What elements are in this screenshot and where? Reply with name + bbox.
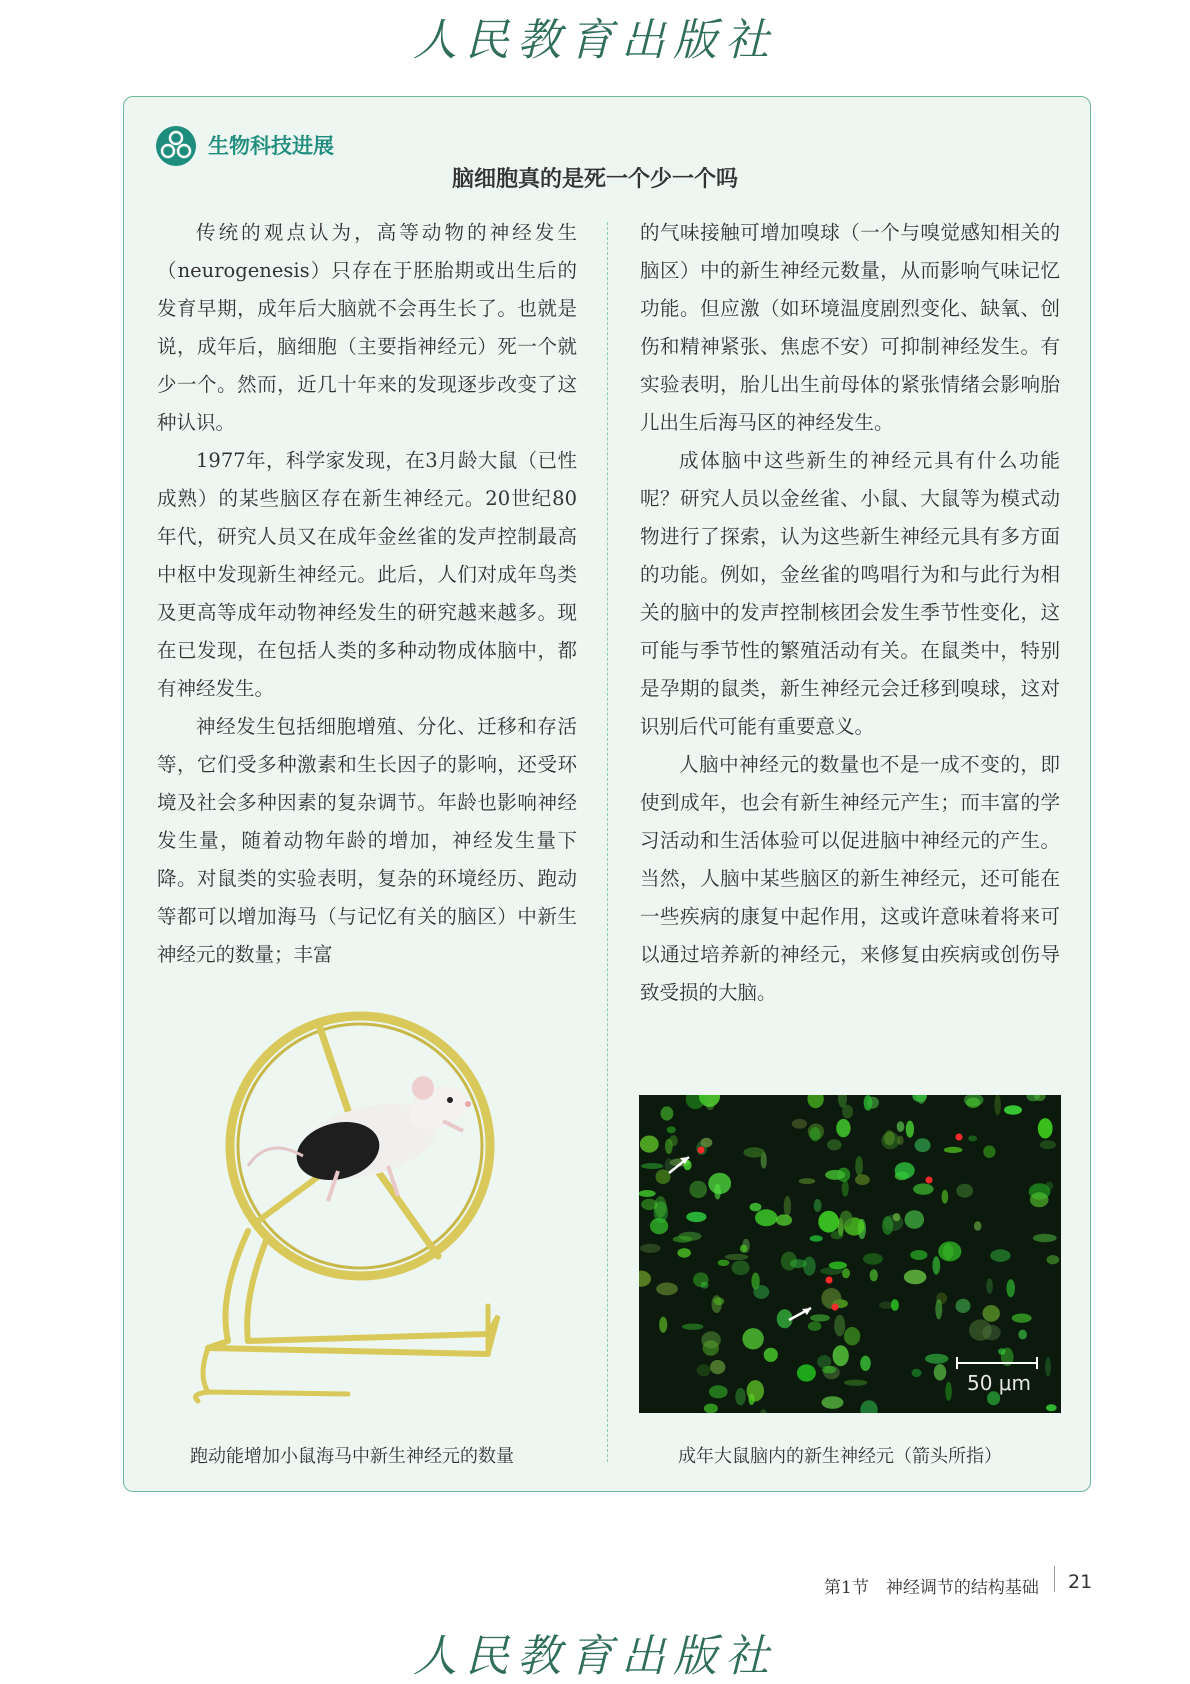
paragraph: 成体脑中这些新生的神经元具有什么功能呢？研究人员以金丝雀、小鼠、大鼠等为模式动物进行了探索，认为这些新生神经元具有多方面的功能。例如，金丝雀的鸣唱行为和与此行为相关的脑中的发声控制核团会发生季节性变化，这可能与季节性的繁殖活动有关。在鼠类中，特别是孕期的鼠类，新生神经元会迁移到嗅球，这对识别后代可能有重要意义。 xyxy=(640,449,1060,738)
figure-caption-right: 成年大鼠脑内的新生神经元（箭头所指） xyxy=(678,1446,1002,1467)
left-column xyxy=(157,214,577,974)
neuron-micrograph xyxy=(639,1095,1061,1413)
scale-bar-label: 50 μm xyxy=(966,1371,1031,1395)
cells-icon xyxy=(156,126,196,166)
section-label: 生物科技进展 xyxy=(208,134,334,158)
paragraph: 神经发生包括细胞增殖、分化、迁移和存活等，它们受多种激素和生长因子的影响，还受环境及社会多种因素的复杂调节。年龄也影响神经发生量，随着动物年龄的增加，神经发生量下降。对鼠类的实验表明，复杂的环境经历、跑动等都可以增加海马（与记忆有关的脑区）中新生神经元的数量；丰富 xyxy=(157,715,577,966)
paragraph: 人脑中神经元的数量也不是一成不变的，即使到成年，也会有新生神经元产生；而丰富的学习活动和生活体验可以促进脑中神经元的产生。当然，人脑中某些脑区的新生神经元，还可能在一些疾病的康复中起作用，这或许意味着将来可以通过培养新的神经元，来修复由疾病或创伤导致受损的大脑。 xyxy=(640,753,1060,1004)
right-column xyxy=(640,214,1060,1012)
footer-divider xyxy=(1054,1566,1055,1592)
article-title: 脑细胞真的是死一个少一个吗 xyxy=(451,167,738,192)
paragraph: 传统的观点认为，高等动物的神经发生（neurogenesis）只存在于胚胎期或出生后的发育早期，成年后大脑就不会再生长了。也就是说，成年后，脑细胞（主要指神经元）死一个就少一个。然而，近几十年来的发现逐步改变了这种认识。 xyxy=(157,221,577,434)
publisher-logo-bottom: 人民教育出版社 xyxy=(413,1631,777,1682)
paragraph: 的气味接触可增加嗅球（一个与嗅觉感知相关的脑区）中的新生神经元数量，从而影响气味记忆功能。但应激（如环境温度剧烈变化、缺氧、创伤和精神紧张、焦虑不安）可抑制神经发生。有实验表明，胎儿出生前母体的紧张情绪会影响胎儿出生后海马区的神经发生。 xyxy=(640,221,1060,434)
footer-section-title: 第1节 神经调节的结构基础 xyxy=(824,1578,1039,1598)
publisher-logo-top: 人民教育出版社 xyxy=(413,15,777,66)
column-divider xyxy=(607,222,608,1462)
page-number: 21 xyxy=(1068,1571,1093,1593)
figure-caption-left: 跑动能增加小鼠海马中新生神经元的数量 xyxy=(190,1446,514,1467)
paragraph: 1977年，科学家发现，在3月龄大鼠（已性成熟）的某些脑区存在新生神经元。20世纪80年代，研究人员又在成年金丝雀的发声控制最高中枢中发现新生神经元。此后，人们对成年鸟类及更高等成年动物神经发生的研究越来越多。现在已发现，在包括人类的多种动物成体脑中，都有神经发生。 xyxy=(157,449,577,700)
mouse-wheel-illustration xyxy=(188,996,538,1406)
